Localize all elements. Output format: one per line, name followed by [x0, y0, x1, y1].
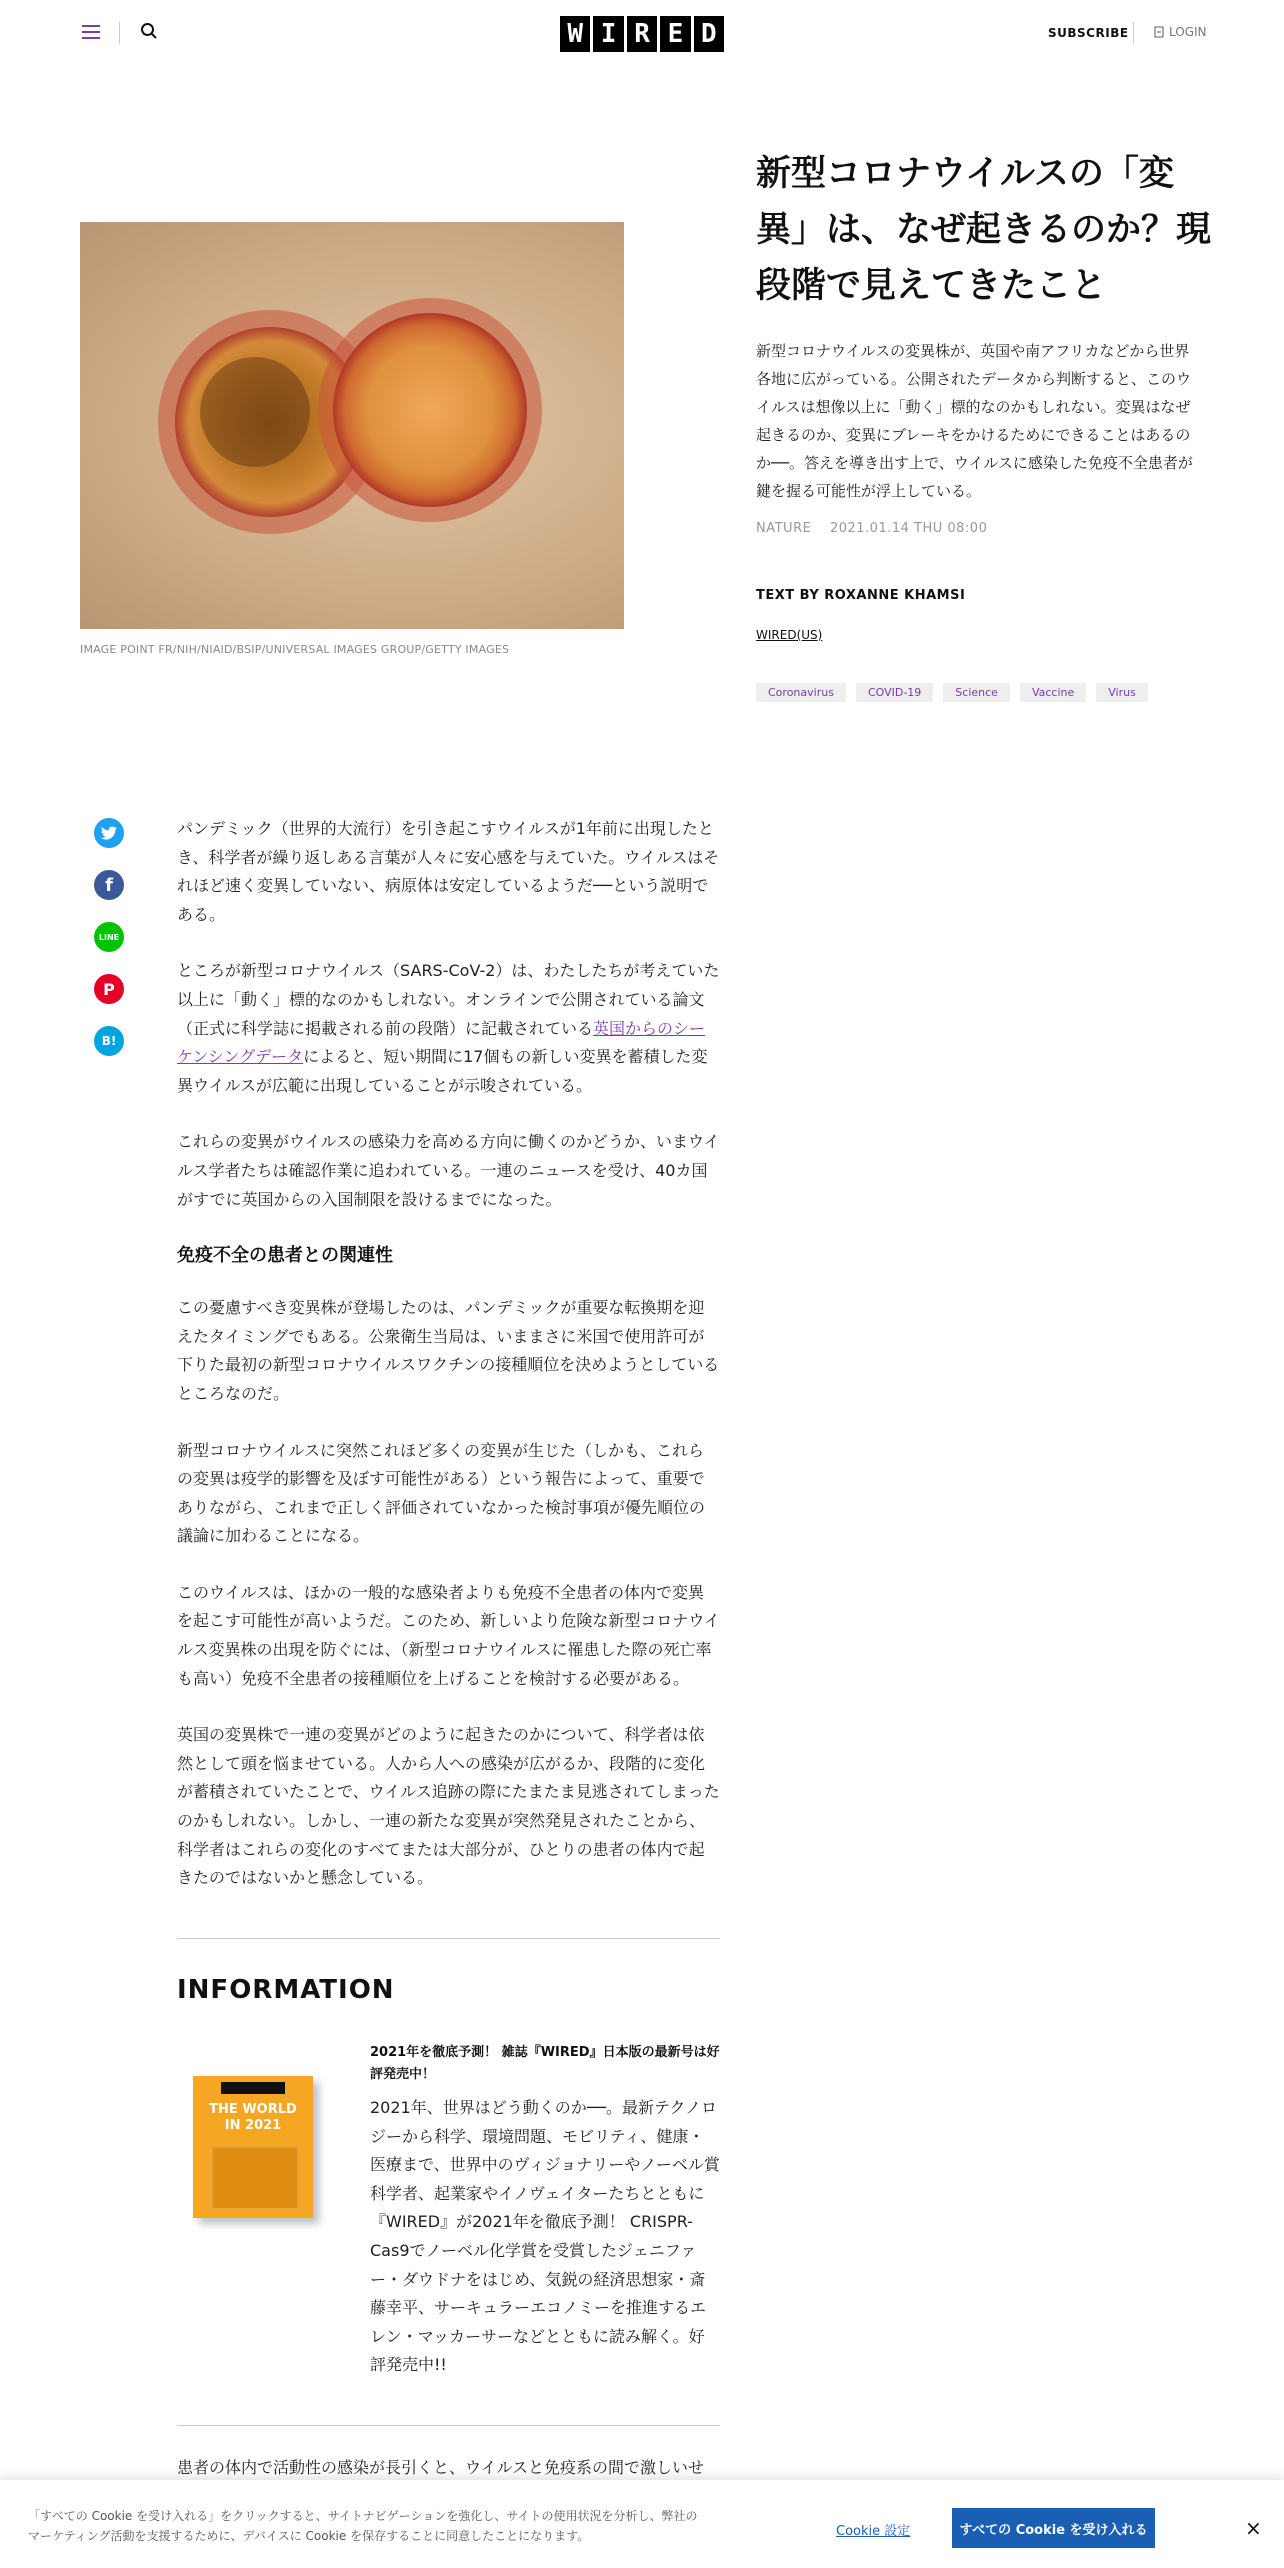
cookie-banner [0, 2480, 1284, 2568]
login-icon [1154, 26, 1164, 38]
subscribe-link[interactable]: SUBSCRIBE [1048, 26, 1129, 40]
article-paragraph: パンデミック（世界的大流行）を引き起こすウイルスが1年前に出現したとき、科学者が繰り返しある言葉が人々に安心感を与えていた。ウイルスはそれほど速く変異していない、病原体は安定しているようだ──という説明である。 [177, 819, 720, 924]
wired-logo[interactable] [560, 16, 724, 52]
hero-image [80, 222, 624, 629]
logo-letter: R [627, 16, 657, 52]
login-label: LOGIN [1169, 25, 1207, 39]
article-body [177, 815, 720, 1921]
divider [177, 1938, 720, 1939]
publish-date: 2021.01.14 THU 08:00 [829, 521, 988, 536]
article-title: 新型コロナウイルスの「変異」は、なぜ起きるのか？現段階で見えてきたこと [756, 154, 1212, 306]
information-body: 2021年、世界はどう動くのか──。最新テクノロジーから科学、環境問題、モビリティ、健康・医療まで、世界中のヴィジョナリーやノーベル賞科学者、起業家やイノヴェイターたちとともに『WIRED』が2021年を徹底予測！ CRISPR-Cas9でノーベル化学賞を受賞したジェニファー・ダウドナをはじめ、気鋭の経済思想家・斎藤幸平、サーキュラーエコノミーを推進するエレン・マッカーサーなどとともに読み解く。好評発売中!! [370, 2098, 720, 2375]
tag-link[interactable]: Vaccine [1020, 683, 1086, 702]
hatena-share-button[interactable] [94, 1026, 124, 1056]
header-divider [119, 22, 120, 44]
section-heading: 免疫不全の患者との関連性 [177, 1245, 393, 1267]
article-paragraph: 英国の変異株で一連の変異がどのように起きたのかについて、科学者は依然として頭を悩ませている。人から人への感染が広がるか、段階的に変化が蓄積されていたことで、ウイルス追跡の際にたまたま見逃されてしまったのかもしれない。しかし、一連の新たな変異が突然発見されたことから、科学者はこれらの変化のすべてまたは大部分が、ひとりの患者の体内で起きたのではないかと懸念している。 [177, 1725, 720, 1888]
article-dek: 新型コロナウイルスの変異株が、英国や南アフリカなどから世界各地に広がっている。公開されたデータから判断すると、このウイルスは想像以上に「動く」標的なのかもしれない。変異はなぜ起きるのか、変異にブレーキをかけるためにできることはあるのか──。答えを導き出す上で、ウイルスに感染した免疫不全患者が鍵を握る可能性が浮上している。 [756, 342, 1193, 500]
logo-letter: E [660, 16, 690, 52]
hero-caption: IMAGE POINT FR/NIH/NIAID/BSIP/UNIVERSAL IMAGES GROUP/GETTY IMAGES [80, 643, 510, 656]
tag-link[interactable]: Science [943, 683, 1010, 702]
tag-link[interactable]: Virus [1096, 683, 1148, 702]
pinterest-icon: P [103, 979, 115, 999]
source-link[interactable]: WIRED(US) [756, 628, 823, 642]
line-share-button[interactable] [94, 922, 124, 952]
pinterest-share-button[interactable] [94, 974, 124, 1004]
article-paragraph: この憂慮すべき変異株が登場したのは、パンデミックが重要な転換期を迎えたタイミングでもある。公衆衛生当局は、いままさに米国で使用許可が下りた最初の新型コロナウイルスワクチンの接種順位を決めようとしているところなのだ。 [177, 1298, 720, 1403]
line-icon: LINE [98, 932, 120, 942]
article-paragraph: これらの変異がウイルスの感染力を高める方向に働くのかどうか、いまウイルス学者たちは確認作業に追われている。一連のニュースを受け、40カ国がすでに英国からの入国制限を設けるまでになった。 [177, 1132, 720, 1209]
twitter-share-button[interactable] [94, 818, 124, 848]
menu-icon[interactable] [82, 24, 100, 40]
facebook-icon: f [105, 874, 113, 896]
logo-letter: W [560, 16, 590, 52]
article-paragraph: 患者の体内で活動性の感染が長引くと、ウイルスと免疫系の間で激しいせ [177, 2458, 705, 2477]
article-paragraph [177, 957, 720, 1100]
tag-link[interactable]: Coronavirus [756, 683, 846, 702]
magazine-cover-art [211, 2146, 299, 2210]
cookie-settings-link[interactable]: Cookie 設定 [836, 2524, 911, 2539]
magazine-logo [221, 2082, 285, 2094]
article-paragraph: 新型コロナウイルスに突然これほど多くの変異が生じた（しかも、これらの変異は疫学的影響を及ぼす可能性がある）という報告によって、重要でありながら、これまで正しく評価されていなかった検討事項が優先順位の議論に加わることになる。 [177, 1440, 706, 1546]
information-headline[interactable]: 2021年を徹底予測！ 雑誌『WIRED』日本版の最新号は好評発売中！ [370, 2045, 720, 2082]
sequencing-data-link[interactable]: 英国からのシーケンシングデータ [177, 1018, 706, 1067]
tag-link[interactable]: COVID-19 [856, 683, 933, 702]
divider [177, 2425, 720, 2426]
logo-letter: I [593, 16, 623, 52]
paragraph-text: ところが新型コロナウイルス（SARS-CoV-2）は、わたしたちが考えていた以上に「動く」標的なのかもしれない。オンラインで公開されている論文（正式に科学誌に掲載される前の段階）に記載されている [177, 961, 720, 1038]
tag-list [756, 683, 1148, 702]
accept-all-cookies-button[interactable]: すべての Cookie を受け入れる [952, 2508, 1155, 2548]
information-heading: INFORMATION [177, 1975, 395, 2005]
header-divider [1133, 22, 1134, 44]
article-paragraph: このウイルスは、ほかの一般的な感染者よりも免疫不全患者の体内で変異を起こす可能性が高いようだ。このため、新しいより危険な新型コロナウイルス変異株の出現を防ぐには、（新型コロナウイルスに罹患した際の死亡率も高い）免疫不全患者の接種順位を上げることを検討する必要がある。 [177, 1582, 720, 1688]
byline: TEXT BY ROXANNE KHAMSI [756, 588, 966, 603]
close-icon[interactable]: × [1245, 2516, 1262, 2540]
category-link[interactable]: NATURE [756, 521, 812, 536]
twitter-icon [101, 826, 117, 840]
site-header [0, 0, 1284, 68]
facebook-share-button[interactable] [94, 870, 124, 900]
cookie-notice-text: 「すべての Cookie を受け入れる」をクリックすると、サイトナビゲーションを強化し、サイトの使用状況を分析し、弊社のマーケティング活動を支援するために、デバイスに Cookie を保存することに同意したことになります。 [28, 2509, 698, 2543]
paragraph-text: によると、短い期間に17個もの新しい変異を蓄積した変異ウイルスが広範に出現していることが示唆されている。 [177, 1047, 708, 1095]
article-meta [756, 521, 987, 536]
hatena-icon: B! [101, 1034, 117, 1048]
logo-letter: D [694, 16, 724, 52]
magazine-cover-title: THE WORLD IN 2021 [209, 2102, 297, 2133]
login-link[interactable] [1154, 25, 1207, 39]
search-icon[interactable] [140, 22, 158, 40]
magazine-cover-image[interactable] [193, 2076, 313, 2218]
